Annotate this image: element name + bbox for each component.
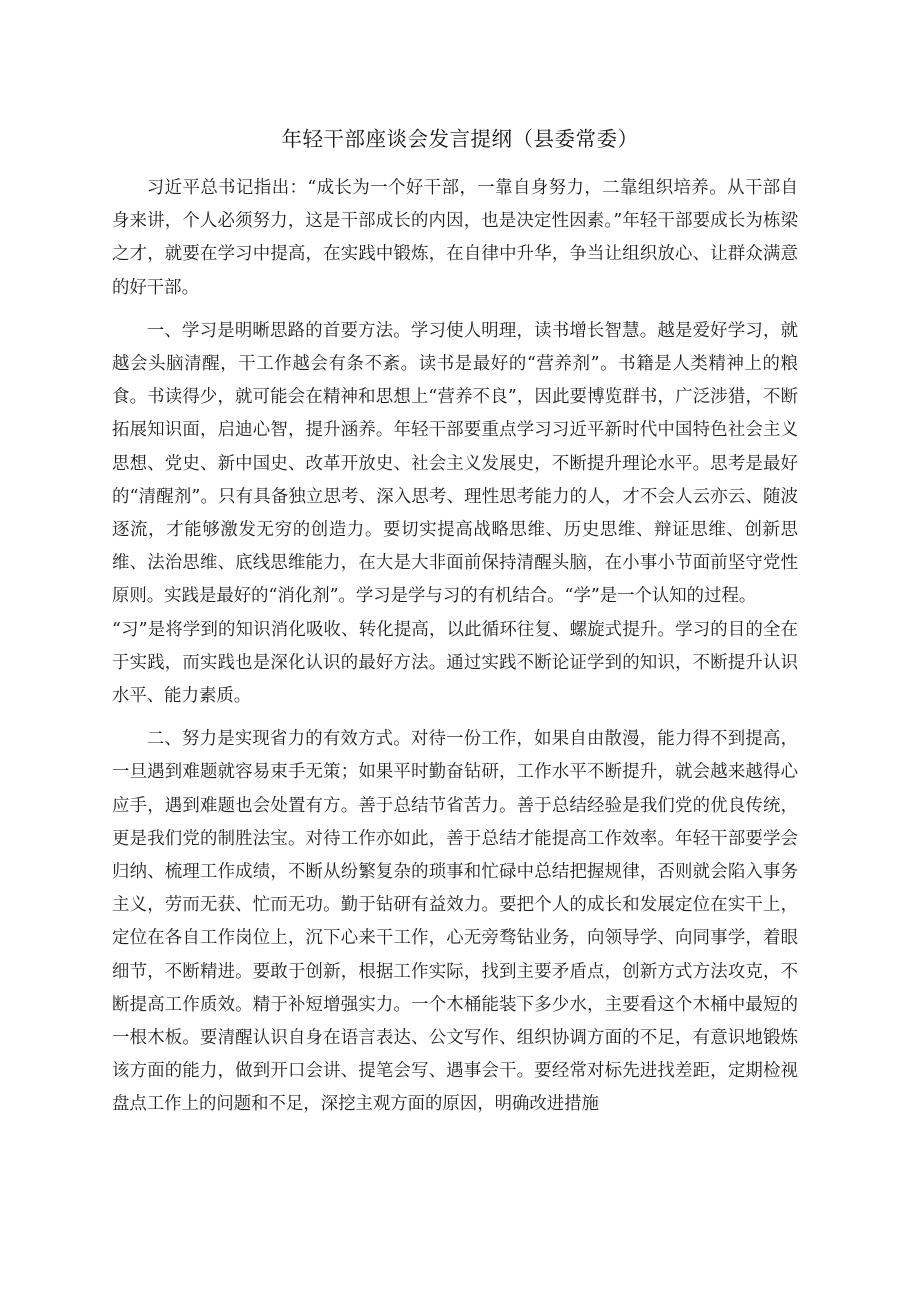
document-title: 年轻干部座谈会发言提纲（县委常委） xyxy=(281,127,639,151)
paragraph-section-two: 二、努力是实现省力的有效方式。对待一份工作，如果自由散漫，能力得不到提高，一旦遇到难题就容易束手无策；如果平时勤奋钻研，工作水平不断提升，就会越来越得心应手，遇到难题也会处置有方。善于总结节省苦力。善于总结经验是我们党的优良传统，更是我们党的制胜法宝。对待工作亦如此，善于总结才能提高工作效率。年轻干部要学会归纳、梳理工作成绩，不断从纷繁复杂的琐事和忙碌中总结把握规律，否则就会陷入事务主义，劳而无获、忙而无功。勤于钻研有益效力。要把个人的成长和发展定位在实干上，定位在各自工作岗位上，沉下心来干工作，心无旁骛钻业务，向领导学、向同事学，着眼细节，不断精进。要敢于创新，根据工作实际，找到主要矛盾点，创新方式方法攻克，不断提高工作质效。精于补短增强实力。一个木桶能装下多少水，主要看这个木桶中最短的一根木板。要清醒认识自身在语言表达、公文写作、组织协调方面的不足，有意识地锻炼该方面的能力，做到开口会讲、提笔会写、遇事会干。要经常对标先进找差距，定期检视盘点工作上的问题和不足，深挖主观方面的原因，明确改进措施 xyxy=(112,729,798,1115)
paragraph-section-one-continued: “习”是将学到的知识消化吸收、转化提高，以此循环往复、螺旋式提升。学习的目的全在于实践，而实践也是深化认识的最好方法。通过实践不断论证学到的知识，不断提升认识水平、能力素质。 xyxy=(112,619,798,707)
paragraph-section-one: 一、学习是明晰思路的首要方法。学习使人明理，读书增长智慧。越是爱好学习，就越会头脑清醒，干工作越会有条不紊。读书是最好的“营养剂”。书籍是人类精神上的粮食。书读得少，就可能会在精神和思想上“营养不良”，因此要博览群书，广泛涉猎，不断拓展知识面，启迪心智，提升涵养。年轻干部要重点学习习近平新时代中国特色社会主义思想、党史、新中国史、改革开放史、社会主义发展史，不断提升理论水平。思考是最好的“清醒剂”。只有具备独立思考、深入思考、理性思考能力的人，才不会人云亦云、随波逐流，才能够激发无穷的创造力。要切实提高战略思维、历史思维、辩证思维、创新思维、法治思维、底线思维能力，在大是大非面前保持清醒头脑，在小事小节面前坚守党性原则。实践是最好的“消化剂”。学习是学与习的有机结合。“学”是一个认知的过程。 xyxy=(112,320,798,607)
document-body xyxy=(112,172,798,1122)
paragraph-intro: 习近平总书记指出：“成长为一个好干部，一靠自身努力，二靠组织培养。从干部自身来讲，个人必须努力，这是干部成长的内因，也是决定性因素。”年轻干部要成长为栋梁之才，就要在学习中提高，在实践中锻炼，在自律中升华，争当让组织放心、让群众满意的好干部。 xyxy=(112,178,798,298)
